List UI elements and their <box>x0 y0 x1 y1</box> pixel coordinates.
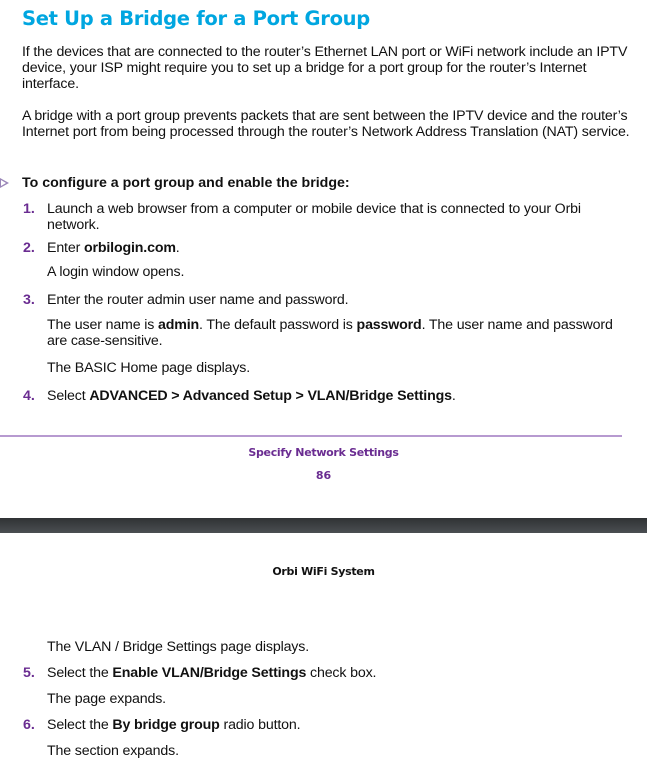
radio-name: By bridge group <box>112 717 220 733</box>
step-text: Enter the router admin user name and password. <box>47 292 349 308</box>
step-text-post: radio button. <box>219 717 301 733</box>
step-text <box>47 717 627 733</box>
username-value: admin <box>158 317 200 333</box>
step-text-pre: Select the <box>47 665 113 681</box>
arrow-bullet-icon <box>0 178 9 188</box>
step-text <box>47 240 627 256</box>
step-number: 3. <box>23 292 35 308</box>
step-number: 5. <box>23 665 35 681</box>
menu-path: ADVANCED > Advanced Setup > VLAN/Bridge Settings <box>89 388 452 404</box>
step-text-post: . <box>175 240 180 256</box>
step-text: Launch a web browser from a computer or mobile device that is connected to your Orbi network. <box>47 201 581 233</box>
page-header: Orbi WiFi System <box>272 565 375 578</box>
step-text-pre: Enter <box>47 240 84 256</box>
checkbox-name: Enable VLAN/Bridge Settings <box>112 665 307 681</box>
step-number: 6. <box>23 717 35 733</box>
step-text-pre: Select <box>47 388 90 404</box>
detail-text: The user name is <box>47 317 158 333</box>
step-result: The BASIC Home page displays. <box>47 360 251 376</box>
step-number: 2. <box>23 240 35 256</box>
step-result: The VLAN / Bridge Settings page displays. <box>47 639 309 655</box>
bridge-paragraph: A bridge with a port group prevents packets that are sent between the IPTV device and the router’s Internet port from being processed through the router’s Network Address Translation (NAT) service. <box>22 108 630 140</box>
step-text <box>47 665 627 681</box>
footer-section-name: Specify Network Settings <box>248 446 399 459</box>
intro-paragraph: If the devices that are connected to the router’s Ethernet LAN port or WiFi network include an IPTV device, your ISP might require you to set up a bridge for a port group for the router’s Internet interface. <box>22 44 628 92</box>
step-text-post: check box. <box>306 665 377 681</box>
step-text-pre: Select the <box>47 717 113 733</box>
password-value: password <box>356 317 422 333</box>
page-number: 86 <box>315 469 332 482</box>
section-title: Set Up a Bridge for a Port Group <box>22 7 370 30</box>
detail-text: . The default password is <box>199 317 357 333</box>
step-number: 4. <box>23 388 35 404</box>
step-detail <box>47 317 627 349</box>
step-text <box>47 388 627 404</box>
footer-rule <box>0 435 622 437</box>
step-text-post: . <box>451 388 456 404</box>
step-result: The section expands. <box>47 743 179 759</box>
procedure-heading-text: To configure a port group and enable the bridge: <box>22 175 350 191</box>
step-number: 1. <box>23 201 35 217</box>
detail-text: . The user name and password are case-sensitive. <box>47 317 613 349</box>
url-text: orbilogin.com <box>83 240 176 256</box>
page-separator <box>0 518 647 533</box>
step-result: The page expands. <box>47 691 166 707</box>
step-result: A login window opens. <box>47 264 185 280</box>
